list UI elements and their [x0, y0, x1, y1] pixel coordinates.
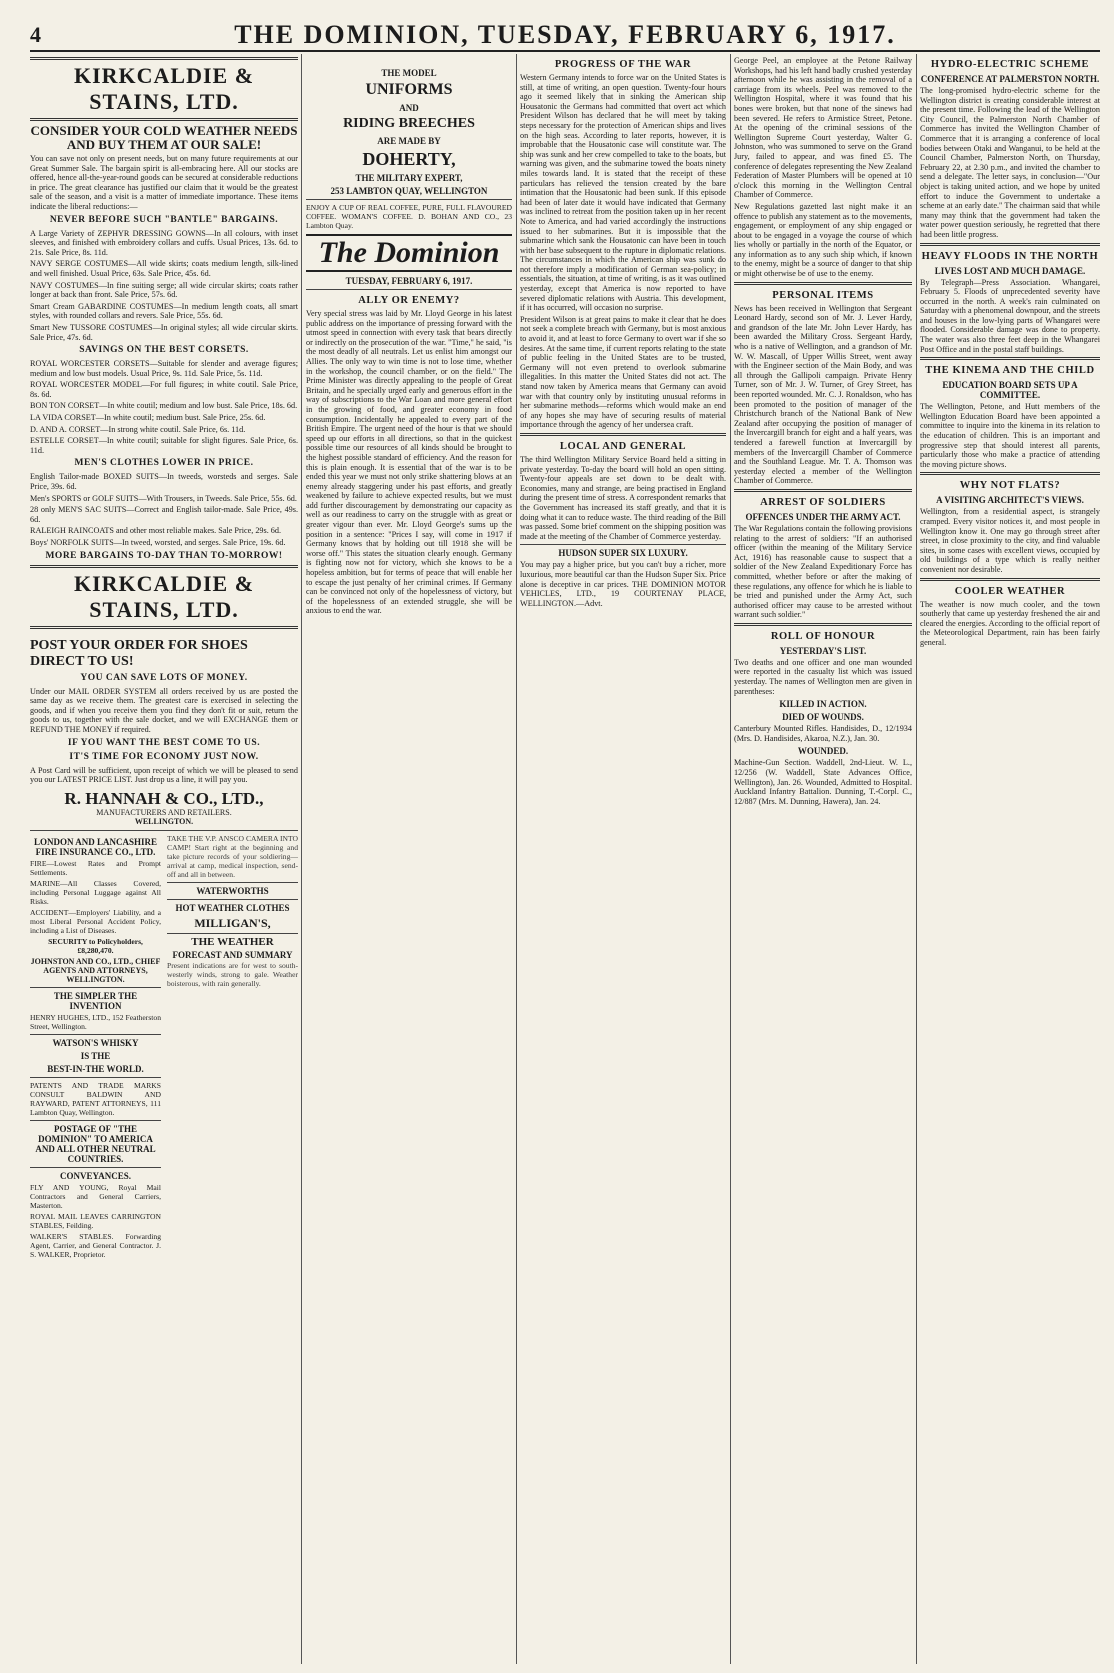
convey-item: ROYAL MAIL LEAVES CARRINGTON STABLES, Feilding. — [30, 1211, 161, 1230]
conveyances-heading: CONVEYANCES. — [60, 1170, 131, 1181]
soldiers-subheading: OFFENCES UNDER THE ARMY ACT. — [745, 511, 901, 522]
paper-date: TUESDAY, FEBRUARY 6, 1917. — [345, 276, 473, 286]
mens-item: RALEIGH RAINCOATS and other most reliable makes. Sale Price, 29s. 6d. — [30, 526, 282, 536]
watson-is-the: IS THE — [80, 1050, 111, 1061]
hannah-city: WELLINGTON. — [134, 817, 194, 827]
lancs-line: SECURITY to Policyholders, £8,280,470. — [48, 936, 143, 955]
milligans: MILLIGAN'S, — [194, 915, 271, 930]
hydro-subheading: CONFERENCE AT PALMERSTON NORTH. — [920, 74, 1100, 84]
hannah-save: YOU CAN SAVE LOTS OF MONEY. — [80, 672, 248, 683]
military-expert: THE MILITARY EXPERT, — [355, 173, 463, 183]
divider — [30, 565, 298, 568]
kirk-item: Smart Cream GABARDINE COSTUMES—In medium length coats, all smart styles, with rounded collars and revers. Sale Price, 55s. 6d. — [30, 301, 298, 321]
flats-text: Wellington, from a residential aspect, is strangely cramped. Every visitor notices it, and most people in Wellington know it. One may go through street after street, in close proximity to the city, and find valuable sites, in some cases with excellent views, occupied by old buildings of a type which is really neither convenient nor desirable. — [920, 507, 1100, 574]
soldiers-heading: ARREST OF SOLDIERS — [760, 496, 886, 508]
corset-item: LA VIDA CORSET—In white coutil; medium bust. Sale Price, 25s. 6d. — [30, 413, 266, 423]
hannah-post: A Post Card will be sufficient, upon receipt of which we will be pleased to send you our LATEST PRICE LIST. Just drop us a line, it will pay you. — [30, 765, 298, 785]
personal-text: News has been received in Wellington that Sergeant Leonard Hardy, second son of Mr. J. Lever Hardy, and grandson of the late Mr. John Lever Hardy, has been awarded the Military Cross. Sergeant Hardy, who is a native of Wellington, and a grandson of Mr. W. W. Mascall, of Upper Willis Street, went away with the Engineer section of the Main Body, and was all through the Gallipoli campaign. Private Henry Turner, son of Mr. J. W. Turner, of Grey Street, has been reported wounded. Mr. C. J. Ronaldson, who has been promoted to the position of manager of the Christchurch branch of the National Bank of New Zealand after occupying the position of manager of the Invercargill branch for eight and a half years, was tendered a farewell function at Invercargill by members of the Invercargill Chamber of Commerce and the Southland League. Mr. T. A. Thomson was yesterday elected a member of the Wellington Chamber of Commerce. — [734, 303, 912, 486]
personal-heading: PERSONAL ITEMS — [772, 289, 874, 301]
hannah-best: IF YOU WANT THE BEST COME TO US. — [67, 737, 261, 748]
died-heading: DIED OF WOUNDS. — [782, 712, 864, 723]
floods-subheading: LIVES LOST AND MUCH DAMAGE. — [934, 265, 1086, 276]
lancs-agents: JOHNSTON AND CO., LTD., CHIEF AGENTS AND ATTORNEYS, WELLINGTON. — [30, 956, 161, 984]
kinema-subheading: EDUCATION BOARD SETS UP A COMMITTEE. — [942, 380, 1078, 401]
column-5-news — [920, 54, 1100, 1664]
kinema-text: The Wellington, Petone, and Hutt members of the Wellington Education Board have been appointed a committee to inquire into the kinema in its relation to the education of children. This is an important and progressive step that should interest all parents, particularly those who make a practice of attending the moving picture shows. — [920, 402, 1100, 469]
lancs-line: MARINE—All Classes Covered, including Personal Luggage against All Risks. — [30, 878, 161, 906]
mens-item: English Tailor-made BOXED SUITS—In tweeds, worsteds and serges. Sale Price, 39s. 6d. — [30, 472, 298, 492]
col4-text: George Peel, an employee at the Petone Railway Workshops, had his left hand badly crushed yesterday afternoon while he was assisting in the removal of a carriage from its wheels. Peel was removed to the Wellington Hospital, where it was found that his bones were broken, but that none of the sinews had been severed. He refers to Armistice Street, Petone. At the opening of the criminal sessions of the Wellington Supreme Court yesterday, Walter G. Johnston, who was summoned to serve on the Grand Jury, failed to appear, and was fined £5. The conference of delegates representing the New Zealand Federation of Master Plumbers will be opened at 10 o'clock this morning in the Wellington Central Chamber of Commerce. — [734, 56, 912, 200]
corset-item: D. AND A. CORSET—In strong white coutil. Sale Price, 6s. 11d. — [30, 424, 246, 434]
masthead — [30, 8, 1100, 52]
corset-item: ROYAL WORCESTER MODEL—For full figures; in white coutil. Sale Price, 8s. 6d. — [30, 380, 298, 399]
column-3-news — [520, 54, 726, 1664]
patents: PATENTS AND TRADE MARKS CONSULT BALDWIN AND RAYWARD, PATENT ATTORNEYS, 111 Lambton Quay, Wellington. — [30, 1080, 161, 1117]
lancs-line: ACCIDENT—Employers' Liability, and a most Liberal Personal Accident Policy, including a List of Diseases. — [30, 907, 161, 935]
convey-item: FLY AND YOUNG, Royal Mail Contractors and General Carriers, Masterton. — [30, 1182, 161, 1210]
kirk-item: Smart New TUSSORE COSTUMES—In original styles; all wide circular skirts. Sale Price, 47s. 6d. — [30, 322, 298, 342]
war-text-2: President Wilson is at great pains to make it clear that he does not seek a complete breach with Germany, but is most anxious to avoid it, and at least to force Germany to overt war if she so desires. At the same time, if current reports relating to the state of public feeling in the United States are to be trusted, Germany will not even pretend to overlook submarine illegalities. In this matter the United States did not act. The stand now taken by America means that Germany can avoid war with that country only by instituting unusual reforms in her submarine methods—reforms which would make an end of any hopes she may have of securing results of material importance through the agency of her undersea craft. — [520, 314, 726, 430]
hughes: HENRY HUGHES, LTD., 152 Featherston Street, Wellington. — [30, 1012, 161, 1031]
coffee-ad: ENJOY A CUP OF REAL COFFEE, PURE, FULL FLAVOURED COFFEE. WOMAN'S COFFEE. D. BOHAN AND CO., 23 Lambton Quay. — [306, 203, 512, 230]
mens-item: Boys' NORFOLK SUITS—In tweed, worsted, and serges. Sale Price, 19s. 6d. — [30, 538, 286, 547]
column-4-news — [734, 54, 912, 1664]
column-rule — [516, 54, 517, 1664]
lancashire-title: LONDON AND LANCASHIRE FIRE INSURANCE CO., LTD. — [33, 836, 158, 857]
editorial-heading: ALLY OR ENEMY? — [358, 295, 460, 306]
hydro-text: The long-promised hydro-electric scheme for the Wellington district is creating considerable interest at the present time. Following the lead of the Wellington City Council, the Palmerston North Chamber of Commerce has invited the Wellington Chamber of Commerce that it is arranging a conference of local bodies between Otaki and Wanganui, to be held at the Council Chamber, Palmerston North, on Thursday, February 22, at 2.30 p.m., and invited the chamber to send a delegate. The letter says, in conclusion—"Our object is taking united action, and we hope by united effort to induce the Government to undertake a scheme at an early date." The chairman said that while many may think that the government had taken the water power question seriously, he regretted that there had been little progress. — [920, 86, 1100, 239]
kirkcaldie-subtitle: CONSIDER YOUR COLD WEATHER NEEDS AND BUY THEM AT OUR SALE! — [30, 123, 298, 152]
kirk-item: NAVY COSTUMES—In fine suiting serge; all wide circular skirts; coats rather longer at back than front. Sale Price, 57s. 6d. — [30, 280, 298, 300]
watson-whisky: WATSON'S WHISKY — [52, 1037, 139, 1048]
kirk-item: NAVY SERGE COSTUMES—All wide skirts; coats medium length, silk-lined and well finished. Usual Price, 63s. Sale Price, 45s. 6d. — [30, 259, 298, 278]
editorial-text: Very special stress was laid by Mr. Lloyd George in his latest public address on the importance of pressing forward with the utmost speed in connection with every task that bears directly or indirectly on the prosecution of the war. "Time," he said, "is the most deadly of all neutrals. Let us enlist him amongst our Allies. The only way to win time is not to lose time, whether in the workshop, the council chamber, or on the field." The Prime Minister was directly appealing to the people of Great Britain, and he specially urged early and generous effort in the way of subscriptions to the War Loan and more general effort in the growing of food, and greater economy in food consumption. Incidentally he appealed to every part of the British Empire. The urgent need of the hour is that we should speed up our efforts in all directions, so that in the quickest possible time our resources of all kinds should be brought to the highest possible standard of efficiency. And the reason for this is plain enough. It is essential that of the war is to be ended this year we must not only strike shattering blows at an enemy already staggering under his past efforts, and greatly weakened by failure to achieve expected results, but we must add further discouragement by demonstrating our capacity as well as our readiness to carry on the struggle with as great or greater vigour than ever. Mr. Lloyd George's sums up the position in a sentence: "Prices I say, will come in 1917 if Germany knows that by holding out till 1918 she will be worse off." This states the situation clearly enough. Germany is fighting now not for victory, which she knows to be a hopeless ambition, but for terms of peace that will enable her to escape the just penalty of her criminal crimes. If Germany can be convinced not only of the hopelessness of victory, but of the hopelessness of an extended struggle, she will be anxious to end the war. — [306, 309, 512, 616]
and-label: AND — [399, 103, 419, 113]
hudson-text: You may pay a higher price, but you can't buy a richer, more luxurious, more beautiful car than the Hudson Super Six. Price alone is deceptive in car prices. THE DOMINION MOTOR VEHICLES, LTD., 19 COURTENAY PLACE, WELLINGTON.—Advt. — [520, 560, 726, 608]
war-heading: PROGRESS OF THE WAR — [554, 59, 692, 70]
watson-best: BEST-IN-THE WORLD. — [47, 1063, 144, 1074]
flats-heading: WHY NOT FLATS? — [959, 480, 1061, 492]
hannah-time: IT'S TIME FOR ECONOMY JUST NOW. — [69, 751, 259, 762]
simpler-invention: THE SIMPLER THE INVENTION — [53, 990, 138, 1011]
local-heading: LOCAL AND GENERAL — [559, 440, 687, 452]
divider — [30, 118, 298, 121]
divider — [30, 57, 298, 60]
soldiers-text: The War Regulations contain the following provisions relating to the arrest of soldiers: "If an authorised officer (within the meaning of the Military Service Act, 1916) has reasonable cause to suspect that a soldier of the New Zealand Expeditionary Force has committed, whether before or after the making of these regulations, any offence for which he is liable to be tried and punished under the Army Act, such authorised officer may cause to be arrested without warrant such soldier." — [734, 523, 912, 620]
ansco-camera-ad-text: TAKE THE V.P. ANSCO CAMERA INTO CAMP! Start right at the beginning and take picture records of your soldiering—arrival at camp, medical inspection, send-off and all in between. — [167, 833, 298, 879]
killed-heading: KILLED IN ACTION. — [779, 699, 867, 710]
made-by: ARE MADE BY — [377, 136, 441, 146]
wounded-text: Machine-Gun Section. Waddell, 2nd-Lieut. W. L., 12/256 (W. Waddell, State Advances Office, Wellington), Jan. 26. Wounded, Admitted to Hospital. Auckland Infantry Battalion. Dunning, T.-Corpl. C., 12/887 (Mrs. M. Dunning, Hawera), Jan. 24. — [734, 758, 912, 806]
hannah-heading: POST YOUR ORDER FOR SHOES DIRECT TO US! — [30, 637, 248, 669]
lancs-line: FIRE—Lowest Rates and Prompt Settlements. — [30, 858, 161, 877]
small-ads-row — [30, 834, 298, 1261]
mens-item: Men's SPORTS or GOLF SUITS—With Trousers, in Tweeds. Sale Price, 55s. 6d. — [30, 493, 297, 503]
waterworths: WATERWORTHS — [196, 885, 269, 896]
corset-item: ESTELLE CORSET—In white coutil; suitable for slight figures. Sale Price, 6s. 11d. — [30, 436, 298, 455]
corsets-heading: SAVINGS ON THE BEST CORSETS. — [79, 345, 249, 356]
wounded-heading: WOUNDED. — [797, 746, 849, 757]
kirkcaldie-title: KIRKCALDIE & STAINS, LTD. — [73, 63, 255, 114]
floods-text: By Telegraph—Press Association. Whangarei, February 5. Floods of unprecedented severity have occurred in the north. A week's rain culminated on Saturday with a phenomenal downpour, and the streets and houses in the low-lying parts of Whangarei were flooded. Considerable damage was done to property. The water was also three feet deep in the Whangarei Post Office and in the postal staff buildings. — [920, 277, 1100, 354]
convey-item: WALKER'S STABLES. Forwarding Agent, Carrier, and General Contractor. J. S. WALKER, Proprietor. — [30, 1231, 161, 1259]
page-columns — [30, 54, 1100, 1666]
flats-subheading: A VISITING ARCHITECT'S VIEWS. — [936, 495, 1084, 506]
mens-heading: MEN'S CLOTHES LOWER IN PRICE. — [74, 458, 254, 469]
paper-title: The Dominion — [306, 234, 512, 272]
roll-text: Two deaths and one officer and one man wounded were reported in the casualty list which was issued yesterday. The names of Wellington men are given in parentheses: — [734, 657, 912, 696]
col4-text-2: New Regulations gazetted last night make it an offence to publish any statement as to the movements, engagement, or employment of any ship engaged or about to be engaged in a voyage the course of which lies wholly or partially in the north of the Equator, or any information as to any such ship which, if known to the enemy, might be a source of danger to that ship or might otherwise be of use to the enemy. — [734, 201, 912, 279]
weather-heading: THE WEATHER — [191, 935, 274, 948]
column-rule — [730, 54, 731, 1664]
divider — [30, 626, 298, 629]
kirkcaldie-never-before: NEVER BEFORE SUCH "BANTLE" BARGAINS. — [49, 214, 279, 225]
small-ads-left — [30, 834, 161, 1261]
roll-subheading: YESTERDAY'S LIST. — [779, 645, 867, 656]
forecast-heading: FORECAST AND SUMMARY — [172, 949, 293, 960]
hop-weather-clothes: HOT WEATHER CLOTHES — [175, 902, 290, 913]
doherty-address: 253 LAMBTON QUAY, WELLINGTON — [330, 186, 488, 196]
small-ads-right — [167, 834, 298, 1261]
corset-item: BON TON CORSET—In white coutil; medium and low bust. Sale Price, 18s. 6d. — [30, 401, 298, 411]
war-text: Western Germany intends to force war on the United States is still, at time of writing, an open question. Twenty-four hours ago it seemed likely that in sinking the American ship Housatonic the Germans had committed that overt act which President Wilson has declared that he will meet by taking steps necessary for the protection of American ships and lives on the high seas. According to later reports, however, it is improbable that the Housatonic case will constitute war. The ship was sunk and her crew compelled to take to the boats, but warning was given, and the submarine towed the boats ninety miles towards land. It is stated that the receipt of these particulars has relieved the tension created by the bare intimation that the Housatonic had been sunk. If this episode had been of later date it would have indicated that Germany was inclined to retreat from the position taken up in her recent Note to America, and had varied accordingly the instructions issued to her submarines. But it is impossible that the submarine which sank the Housatonic can have been in touch with her base subsequent to the rupture in diplomatic relations. The circumstances in which the American ship was sunk do not therefore imply a modification of German sea-policy; in essentials, the situation, at time of writing, is as it was outlined yesterday, except that America is now reported to have severed diplomatic relations with Austria. This development, if it has occurred, will occasion no surprise. — [520, 73, 726, 313]
column-rule — [916, 54, 917, 1664]
postage: POSTAGE OF "THE DOMINION" TO AMERICA AND ALL OTHER NEUTRAL COUNTRIES. — [35, 1123, 156, 1164]
died-text: Canterbury Mounted Rifles. Handisides, D., 12/1934 (Mrs. D. Handisides, Akaroa, N.Z.), Jan. 30. — [734, 724, 912, 743]
kirk-item: A Large Variety of ZEPHYR DRESSING GOWNS—In all colours, with inset sleeves, and finished with embroidery collars and cuffs. Usual Prices, 13s. 6d. to 21s. Sale Price, 8s. 11d. — [30, 228, 298, 257]
page-number: 4 — [30, 22, 41, 47]
kinema-heading: THE KINEMA AND THE CHILD — [925, 365, 1095, 377]
hudson-heading: HUDSON SUPER SIX LUXURY. — [558, 548, 688, 559]
column-2-editorial — [306, 54, 512, 1664]
cooler-heading: COOLER WEATHER — [954, 585, 1066, 597]
riding-breeches: RIDING BREECHES — [343, 116, 475, 131]
floods-heading: HEAVY FLOODS IN THE NORTH — [921, 250, 1099, 262]
roll-heading: ROLL OF HONOUR — [770, 630, 876, 642]
local-text: The third Wellington Military Service Board held a sitting in private yesterday. To-day the board will hold an open sitting. Twenty-four appeals are set down to be dealt with. Economies, many and strange, are being practised in England during the present time of stress. A correspondent remarks that the Government has increased its staff greatly, and that it is doing what it can to reduce waste. The third reading of the Bill was passed. Some brief comment on the shipping position was made at the meeting of the Chamber of Commerce yesterday. — [520, 454, 726, 541]
more-bargains: MORE BARGAINS TO-DAY THAN TO-MORROW! — [45, 550, 283, 561]
column-1-advertisements — [30, 54, 298, 1664]
hannah-firm: R. HANNAH & CO., LTD., — [64, 788, 264, 808]
kirkcaldie-intro: You can save not only on present needs, but on many future requirements at our Great Summer Sale. The bargain spirit is all-embracing here. All our stocks are offered, hence all-the-year-round goods can be secured at considerable reductions in price. The great clearance has justified our claim that it would be the greatest sale of the season, and a visit is a matter of immediate importance. These items indicate the liberal reductions:— — [30, 154, 298, 211]
mens-item: 28 only MEN'S SAC SUITS—Correct and English tailor-made. Sale Price, 49s. 6d. — [30, 505, 298, 524]
weather-text: Present indications are for west to south-westerly winds, strong to gale. Weather boisterous, with rain generally. — [167, 960, 298, 988]
kirkcaldie-title-footer: KIRKCALDIE & STAINS, LTD. — [73, 570, 255, 622]
hydro-heading: HYDRO-ELECTRIC SCHEME — [930, 59, 1090, 70]
uniforms-label: UNIFORMS — [365, 81, 453, 98]
corset-item: ROYAL WORCESTER CORSETS—Suitable for slender and average figures; medium and low bust models. Usual Price, 9s. 11d. Sale Price, 5s. 11d. — [30, 359, 298, 378]
cooler-text: The weather is now much cooler, and the town southerly that came up yesterday freshened the air and cleared the energies. According to the official report of the Meteorological Department, rain has been fairly general. — [920, 599, 1100, 647]
column-rule — [301, 54, 302, 1664]
doherty: DOHERTY, — [362, 149, 456, 169]
newspaper-masthead-title: THE DOMINION, TUESDAY, FEBRUARY 6, 1917. — [234, 20, 896, 49]
hannah-body: Under our MAIL ORDER SYSTEM all orders received by us are posted the same day as we receive them. The greatest care is exercised in selecting the goods, and if when you receive them you find they don't fit or suit, return the goods to us, together with the sale docket, and we will EXCHANGE them or REFUND THE MONEY if required. — [30, 686, 298, 734]
model-label: THE MODEL — [381, 68, 437, 78]
hannah-firm-sub: MANUFACTURERS AND RETAILERS. — [96, 807, 232, 817]
